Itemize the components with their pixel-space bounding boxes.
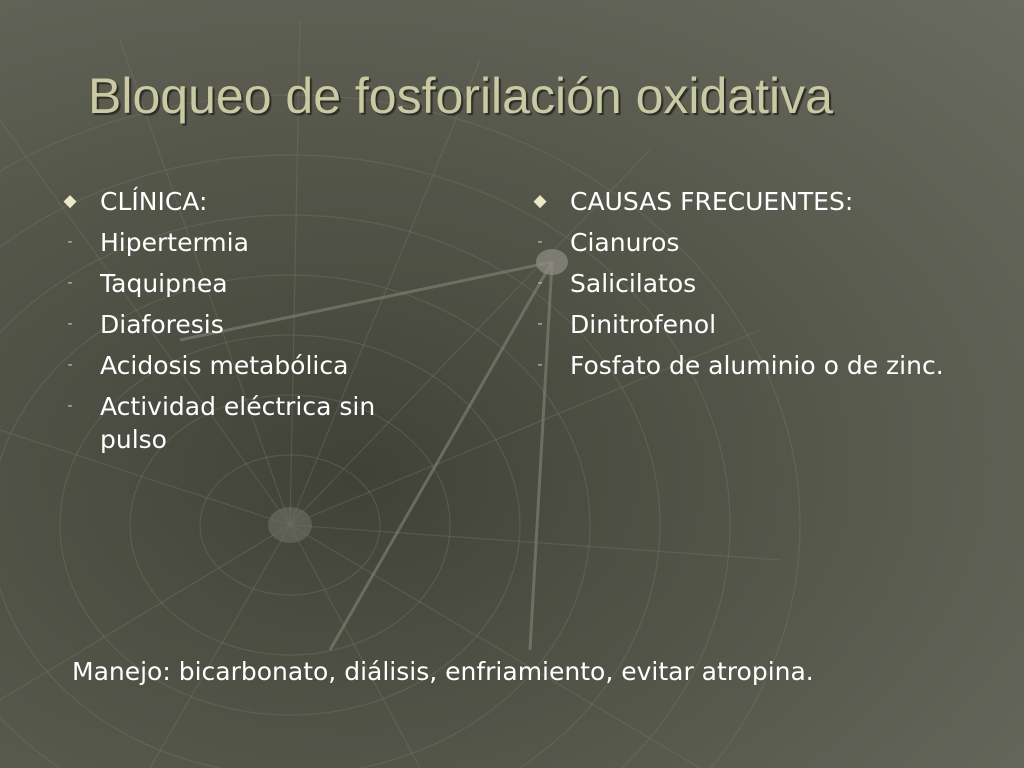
list-item bbox=[528, 267, 948, 300]
diamond-bullet-icon: ◆ bbox=[63, 191, 77, 211]
list-item bbox=[58, 267, 438, 300]
list-item bbox=[528, 308, 948, 341]
list-item-text: Cianuros bbox=[570, 228, 680, 257]
dash-bullet-icon: - bbox=[67, 316, 73, 332]
list-item-text: Diaforesis bbox=[100, 310, 224, 339]
dash-bullet-icon: - bbox=[67, 398, 73, 414]
dash-bullet-icon: - bbox=[537, 316, 543, 332]
causes-heading bbox=[528, 185, 948, 218]
dash-bullet-icon: - bbox=[67, 275, 73, 291]
list-item-text: Fosfato de aluminio o de zinc. bbox=[570, 351, 944, 380]
clinical-heading bbox=[58, 185, 438, 218]
dash-bullet-icon: - bbox=[537, 275, 543, 291]
list-item-text: Hipertermia bbox=[100, 228, 249, 257]
list-item bbox=[58, 308, 438, 341]
list-item bbox=[58, 390, 438, 456]
clinical-heading-text: CLÍNICA: bbox=[100, 187, 208, 216]
dash-bullet-icon: - bbox=[537, 234, 543, 250]
clinical-list bbox=[58, 185, 438, 464]
list-item-text: Salicilatos bbox=[570, 269, 697, 298]
list-item bbox=[58, 226, 438, 259]
causes-heading-text: CAUSAS FRECUENTES: bbox=[570, 187, 854, 216]
list-item-text: Actividad eléctrica sin pulso bbox=[100, 392, 376, 454]
management-note: Manejo: bicarbonato, diálisis, enfriamiento, evitar atropina. bbox=[72, 657, 814, 686]
list-item-text: Acidosis metabólica bbox=[100, 351, 349, 380]
dash-bullet-icon: - bbox=[67, 234, 73, 250]
dash-bullet-icon: - bbox=[67, 357, 73, 373]
slide-title: Bloqueo de fosforilación oxidativa bbox=[88, 68, 833, 124]
list-item bbox=[58, 349, 438, 382]
diamond-bullet-icon: ◆ bbox=[533, 191, 547, 211]
list-item bbox=[528, 349, 948, 382]
dash-bullet-icon: - bbox=[537, 357, 543, 373]
list-item-text: Dinitrofenol bbox=[570, 310, 717, 339]
causes-list bbox=[528, 185, 948, 390]
list-item bbox=[528, 226, 948, 259]
list-item-text: Taquipnea bbox=[100, 269, 228, 298]
